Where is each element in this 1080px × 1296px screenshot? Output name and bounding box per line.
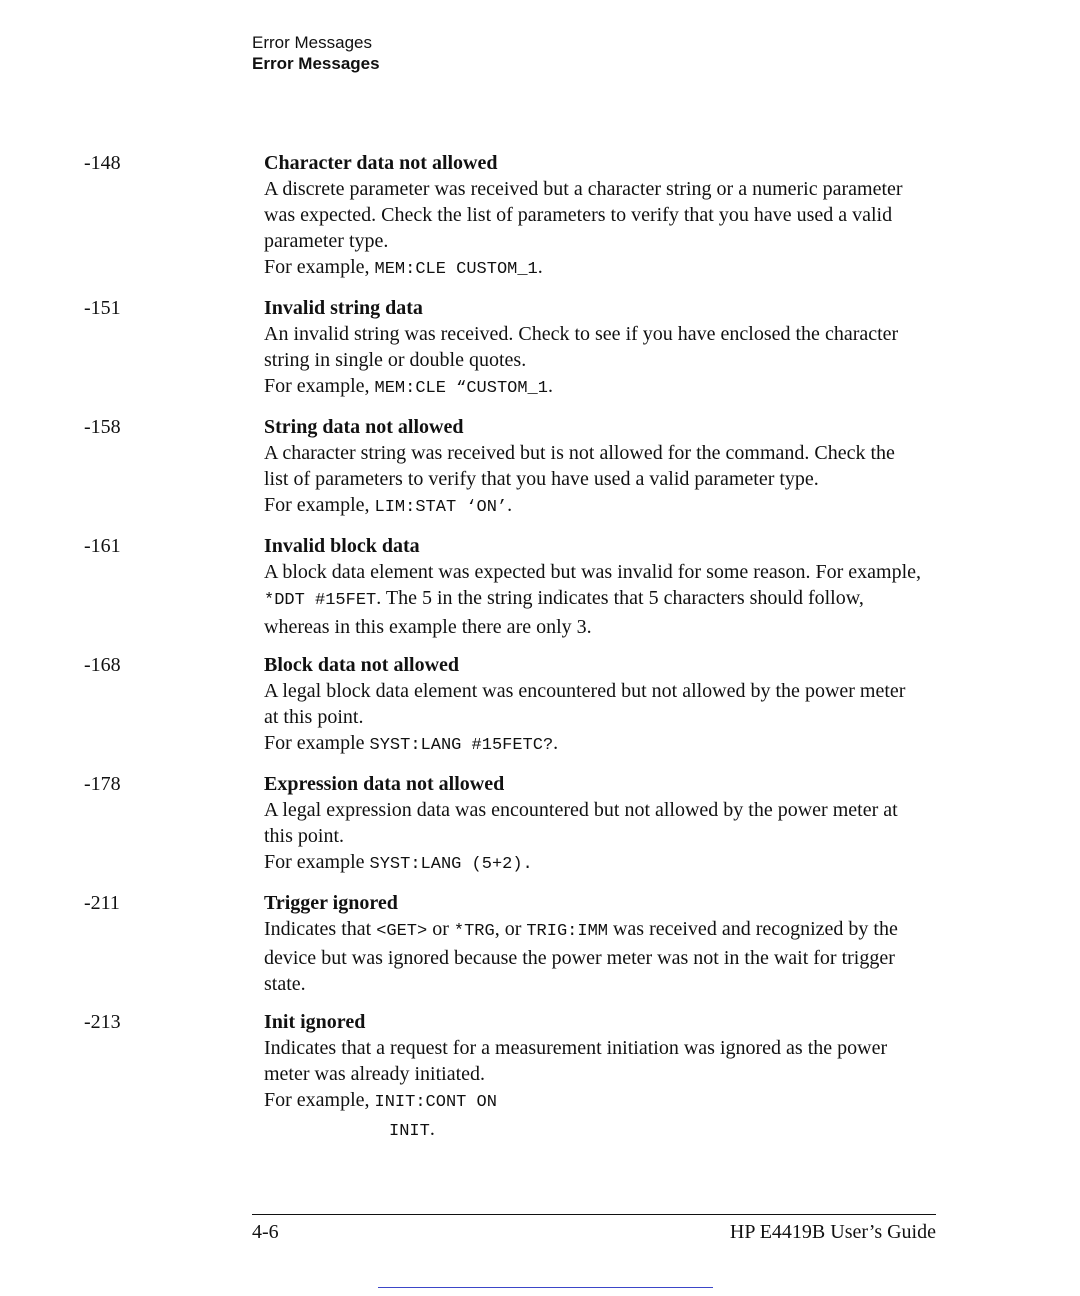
- error-description: A legal expression data was encountered but not allowed by the power meter at this point.: [264, 799, 898, 847]
- error-description: Indicates that a request for a measurement initiation was ignored as the power meter was already initiated.: [264, 1037, 888, 1085]
- error-description: An invalid string was received. Check to see if you have enclosed the character string in single or double quotes.: [264, 323, 899, 371]
- header-section: Error Messages: [252, 33, 372, 52]
- error-code: -168: [84, 654, 121, 676]
- example-code: *DDT #15FET: [264, 591, 377, 610]
- error-entry: [0, 150, 1080, 283]
- footer-divider: [252, 1214, 936, 1215]
- bottom-link-underline[interactable]: [378, 1287, 713, 1288]
- guide-title: HP E4419B User’s Guide: [729, 1221, 936, 1243]
- error-title: Trigger ignored: [264, 892, 398, 914]
- example-code: *TRG: [453, 922, 495, 941]
- error-code: -151: [84, 297, 121, 319]
- error-example: For example SYST:LANG (5+2).: [264, 851, 533, 874]
- example-code: INIT:CONT ON: [374, 1093, 497, 1112]
- error-entry: [0, 890, 1080, 997]
- error-code: -158: [84, 416, 121, 438]
- error-code: -178: [84, 773, 121, 795]
- error-description: Indicates that <GET> or *TRG, or TRIG:IMM was received and recognized by the device but was ignored because the power meter was not in the wait for trigger state.: [264, 918, 898, 995]
- error-code: -211: [84, 892, 120, 914]
- error-list: [0, 150, 1080, 1157]
- error-title: Character data not allowed: [264, 152, 498, 174]
- error-example: For example, LIM:STAT ‘ON’.: [264, 494, 513, 517]
- example-code: INIT: [389, 1122, 430, 1141]
- error-title: String data not allowed: [264, 416, 464, 438]
- error-entry: [0, 533, 1080, 640]
- example-code: SYST:LANG #15FETC?: [369, 736, 554, 755]
- error-code: -161: [84, 535, 121, 557]
- error-example: For example SYST:LANG #15FETC?.: [264, 732, 559, 755]
- error-entry: [0, 1009, 1080, 1145]
- error-description: A discrete parameter was received but a character string or a numeric parameter was expected. Check the list of parameters to verify that you have used a valid parameter type.: [264, 178, 903, 252]
- error-title: Block data not allowed: [264, 654, 460, 676]
- error-entry: [0, 652, 1080, 759]
- example-code: LIM:STAT ‘ON’: [374, 498, 508, 517]
- error-title: Expression data not allowed: [264, 773, 505, 795]
- error-entry: [0, 295, 1080, 402]
- example-code: MEM:CLE CUSTOM_1: [374, 260, 538, 279]
- error-entry: [0, 771, 1080, 878]
- error-description: A block data element was expected but was invalid for some reason. For example, *DDT #15FET. The 5 in the string indicates that 5 characters should follow, whereas in this example there are only 3.: [264, 561, 922, 638]
- error-entry: [0, 414, 1080, 521]
- header-section-bold: Error Messages: [252, 54, 380, 73]
- example-code: SYST:LANG (5+2).: [369, 855, 533, 874]
- error-code: -213: [84, 1011, 121, 1033]
- error-title: Init ignored: [264, 1011, 366, 1033]
- error-example: For example, INIT:CONT ON: [264, 1089, 497, 1112]
- error-description: A legal block data element was encountered but not allowed by the power meter at this point.: [264, 680, 906, 728]
- error-example: For example, MEM:CLE CUSTOM_1.: [264, 256, 543, 279]
- error-title: Invalid string data: [264, 297, 423, 319]
- error-title: Invalid block data: [264, 535, 420, 557]
- error-code: -148: [84, 152, 121, 174]
- error-description: A character string was received but is not allowed for the command. Check the list of parameters to verify that you have used a valid parameter type.: [264, 442, 895, 490]
- example-code: MEM:CLE “CUSTOM_1: [374, 379, 548, 398]
- running-header: [252, 32, 380, 74]
- error-example-continued: INIT.: [389, 1118, 435, 1141]
- page-number: 4-6: [252, 1221, 279, 1243]
- example-code: <GET>: [376, 922, 428, 941]
- example-code: TRIG:IMM: [526, 922, 608, 941]
- error-example: For example, MEM:CLE “CUSTOM_1.: [264, 375, 553, 398]
